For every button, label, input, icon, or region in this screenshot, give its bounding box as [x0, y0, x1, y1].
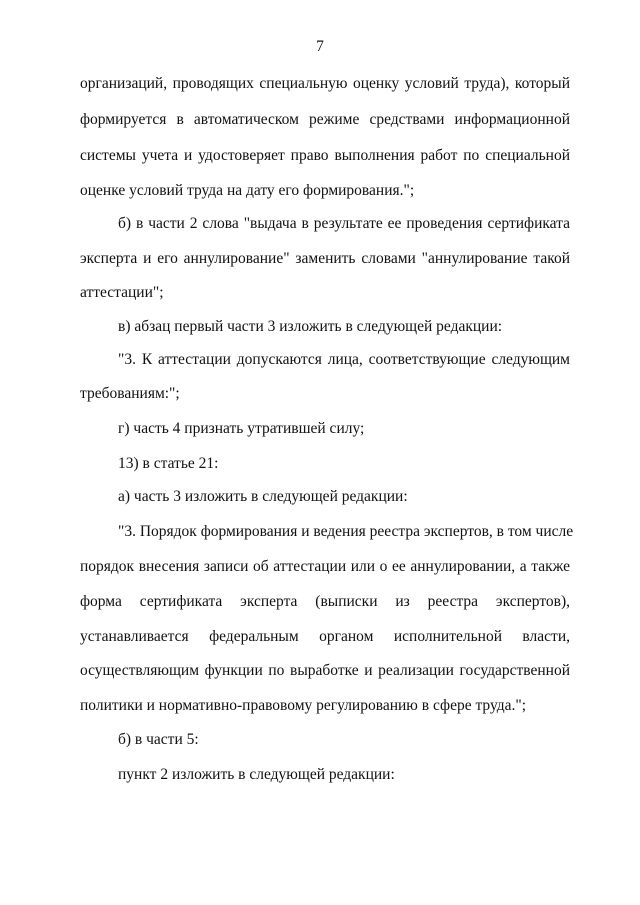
text-line: аттестации";: [80, 284, 164, 301]
text-line: б) в части 2 слова "выдача в результате ее проведения сертификата: [118, 215, 570, 232]
text-line: порядок внесения записи об аттестации или о ее аннулировании, а также: [80, 558, 570, 575]
text-line: эксперта и его аннулирование" заменить словами "аннулирование такой: [80, 250, 570, 267]
text-line: требованиям:";: [80, 385, 180, 402]
text-line: в) абзац первый части 3 изложить в следующей редакции:: [118, 318, 503, 335]
text-line: 13) в статье 21:: [118, 455, 219, 472]
text-line: устанавливается федеральным органом исполнительной власти,: [80, 628, 570, 645]
text-line: "3. Порядок формирования и ведения реестра экспертов, в том числе: [118, 523, 574, 540]
text-line: политики и нормативно-правовому регулированию в сфере труда.";: [80, 697, 527, 714]
text-line: оценке условий труда на дату его формирования.";: [80, 182, 415, 199]
text-line: "3. К аттестации допускаются лица, соответствующие следующим: [118, 351, 570, 368]
text-line: пункт 2 изложить в следующей редакции:: [118, 766, 395, 783]
text-line: организаций, проводящих специальную оценку условий труда), который: [80, 75, 570, 92]
text-line: б) в части 5:: [118, 731, 199, 748]
text-line: системы учета и удостоверяет право выполнения работ по специальной: [80, 147, 570, 164]
text-line: осуществляющим функции по выработке и реализации государственной: [80, 662, 570, 679]
text-line: г) часть 4 признать утратившей силу;: [118, 420, 365, 437]
text-line: формируется в автоматическом режиме средствами информационной: [80, 111, 570, 128]
text-line: а) часть 3 изложить в следующей редакции:: [118, 488, 408, 505]
page-number: 7: [316, 38, 324, 55]
text-line: форма сертификата эксперта (выписки из реестра экспертов),: [80, 593, 570, 610]
